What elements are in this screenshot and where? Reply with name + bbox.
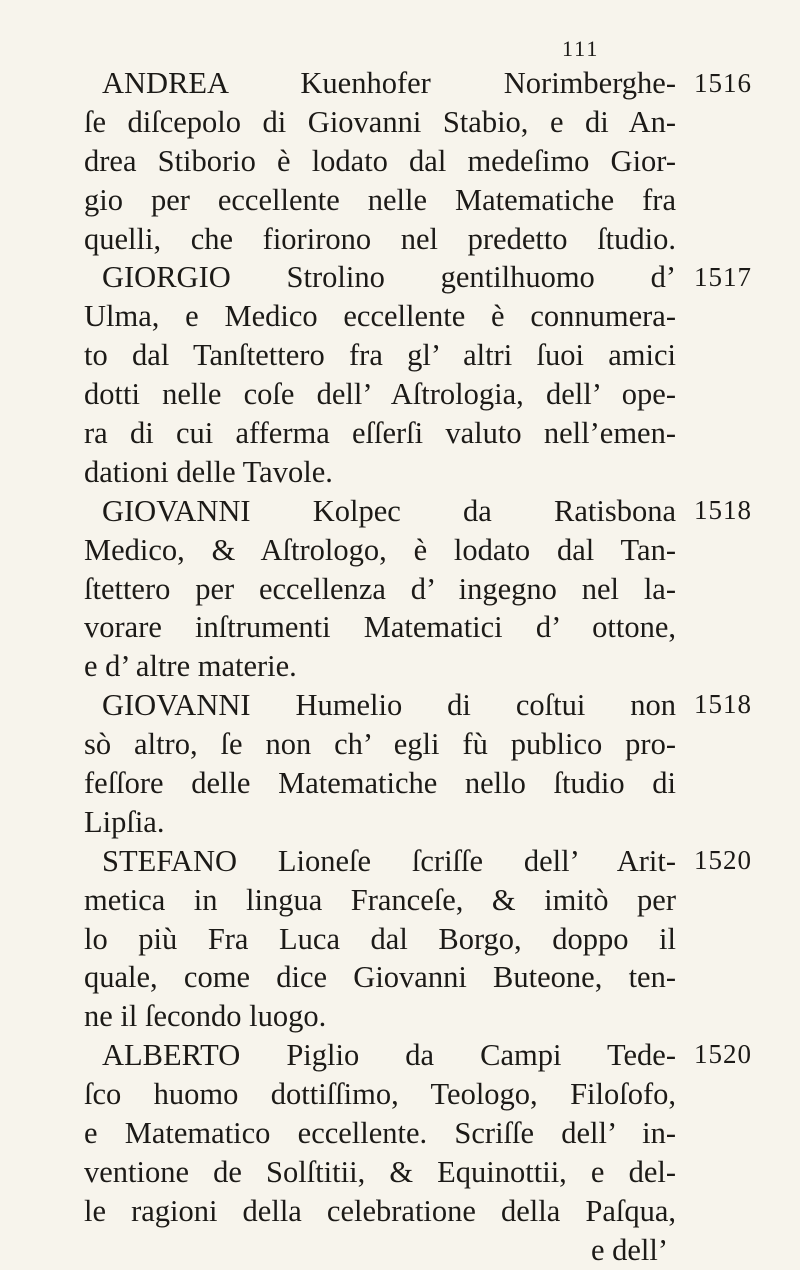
entry-4-line-2: sò altro, ſe non ch’ egli fù publico pro- (84, 727, 676, 762)
entry-1-line-4: gio per eccellente nelle Matematiche fra (84, 182, 676, 217)
margin-year-4: 1518 (694, 689, 752, 719)
entry-5-line-5: ne il ſecondo luogo. (84, 999, 327, 1034)
entry-5-line-4: quale, come dice Giovanni Buteone, ten- (84, 960, 676, 995)
entry-3-line-5: e d’ altre materie. (84, 649, 297, 684)
entry-3-line-1: GIOVANNI Kolpec da Ratisbona (102, 493, 676, 528)
entry-6-line-3: e Matematico eccellente. Scriſſe dell’ in- (84, 1116, 676, 1151)
entry-5-line-1: STEFANO Lioneſe ſcriſſe dell’ Arit- (102, 843, 676, 878)
catchword: e dell’ (590, 1232, 668, 1267)
entry-2-line-6: dationi delle Tavole. (84, 454, 333, 489)
entry-2-line-5: ra di cui afferma eſſerſi valuto nell’emen- (84, 416, 676, 451)
entry-6-line-5: le ragioni della celebratione della Paſqua, (84, 1193, 676, 1228)
entry-1-line-5: quelli, che fiorirono nel predetto ſtudio. (84, 221, 676, 256)
entry-5-line-2: metica in lingua Franceſe, & imitò per (84, 882, 676, 917)
entry-4-line-3: feſſore delle Matematiche nello ſtudio di (84, 766, 676, 801)
margin-year-6: 1520 (694, 1039, 752, 1069)
entry-6-line-2: ſco huomo dottiſſimo, Teologo, Filoſofo, (84, 1077, 676, 1112)
margin-year-2: 1517 (694, 262, 752, 292)
entry-3-line-2: Medico, & Aſtrologo, è lodato dal Tan- (84, 532, 676, 567)
margin-year-5: 1520 (694, 845, 752, 875)
entry-5-line-3: lo più Fra Luca dal Borgo, doppo il (84, 921, 676, 956)
entry-4-line-4: Lipſia. (84, 804, 165, 839)
entry-2-line-4: dotti nelle coſe dell’ Aſtrologia, dell’ ope- (84, 377, 676, 412)
entry-1-line-2: ſe diſcepolo di Giovanni Stabio, e di An- (84, 104, 676, 139)
entry-4-line-1: GIOVANNI Humelio di coſtui non (102, 688, 676, 723)
page-number: 111 (562, 36, 600, 61)
text-column (84, 64, 676, 1270)
margin-year-3: 1518 (694, 495, 752, 525)
entry-2-line-1: GIORGIO Strolino gentilhuomo d’ (102, 260, 676, 295)
entry-1-line-1: ANDREA Kuenhofer Norimberghe- (102, 66, 676, 100)
margin-year-1: 1516 (694, 68, 752, 98)
entry-6-line-4: ventione de Solſtitii, & Equinottii, e del- (84, 1154, 676, 1189)
entry-2-line-2: Ulma, e Medico eccellente è connumera- (84, 299, 676, 334)
entry-2-line-3: to dal Tanſtettero fra gl’ altri ſuoi amici (84, 338, 676, 373)
entry-3-line-4: vorare inſtrumenti Matematici d’ ottone, (84, 610, 676, 645)
entry-1-line-3: drea Stiborio è lodato dal medeſimo Gior- (84, 143, 676, 178)
entry-6-line-1: ALBERTO Piglio da Campi Tede- (102, 1038, 676, 1073)
entry-3-line-3: ſtettero per eccellenza d’ ingegno nel la- (84, 571, 676, 606)
